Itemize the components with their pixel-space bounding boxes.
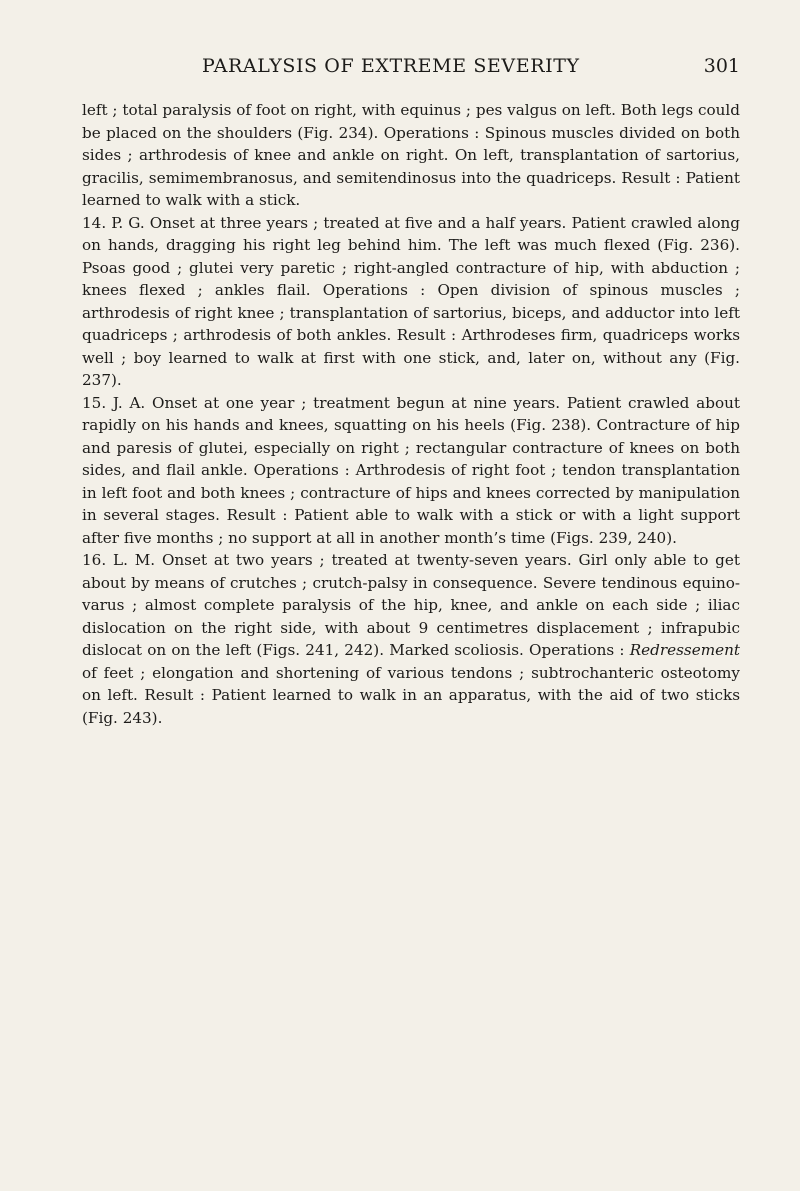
paragraph-text: 15. J. A. Onset at one year ; treatment begun at nine years. Patient crawled about rapidly on his hands and knees, squatting on his heels (Fig. 238). Contracture of hip and paresis of glutei, especially on right ; rectangular contracture of knees on both sides, and flail ankle. Operations : Arthrodesis of right foot ; tendon transplantation in left foot and both knees ; contracture of hips and knees corrected by manipulation in several stages. Result : Patient able to walk with a stick or with a light support after five months ; no support at all in another month’s time (Figs. 239, 240). <box>82 393 740 547</box>
case-15-paragraph <box>82 392 740 550</box>
paragraph-continuation <box>82 99 740 212</box>
case-16-paragraph <box>82 549 740 729</box>
paragraph-text: 14. P. G. Onset at three years ; treated at five and a half years. Patient crawled along on hands, dragging his right leg behind him. The left was much flexed (Fig. 236). Psoas good ; glutei very paretic ; right-angled contracture of hip, with abduction ; knees flexed ; ankles flail. Operations : Open division of spinous muscles ; arthrodesis of right knee ; transplantation of sartorius, biceps, and adductor into left quadriceps ; arthrodesis of both ankles. Result : Arthrodeses firm, quadriceps works well ; boy learned to walk at first with one stick, and, later on, without any (Fig. 237). <box>82 213 740 389</box>
page-number: 301 <box>703 55 740 77</box>
body-text <box>82 99 740 729</box>
paragraph-text: of feet ; elongation and shortening of various tendons ; subtrochanteric osteotomy on left. Result : Patient learned to walk in an apparatus, with the aid of two sticks (Fig. 243). <box>82 663 740 727</box>
paragraph-text: 16. L. M. Onset at two years ; treated at twenty-seven years. Girl only able to get about by means of crutches ; crutch-palsy in consequence. Severe tendinous equino-varus ; almost complete paralysis of the hip, knee, and ankle on each side ; iliac dislocation on the right side, with about 9 centimetres displacement ; infrapubic dislocat on on the left (Figs. 241, 242). Marked scoliosis. Operations : <box>82 551 740 659</box>
case-14-paragraph <box>82 212 740 392</box>
running-head-title: PARALYSIS OF EXTREME SEVERITY <box>202 55 580 77</box>
running-head <box>82 55 740 85</box>
paragraph-text: left ; total paralysis of foot on right, with equinus ; pes valgus on left. Both legs could be placed on the shoulders (Fig. 234). Operations : Spinous muscles divided on both sides ; arthrodesis of knee and ankle on right. On left, transplantation of sartorius, gracilis, semimembranosus, and semitendinosus into the quadriceps. Result : Patient learned to walk with a stick. <box>82 101 740 209</box>
italic-term: Redressement <box>629 641 740 659</box>
